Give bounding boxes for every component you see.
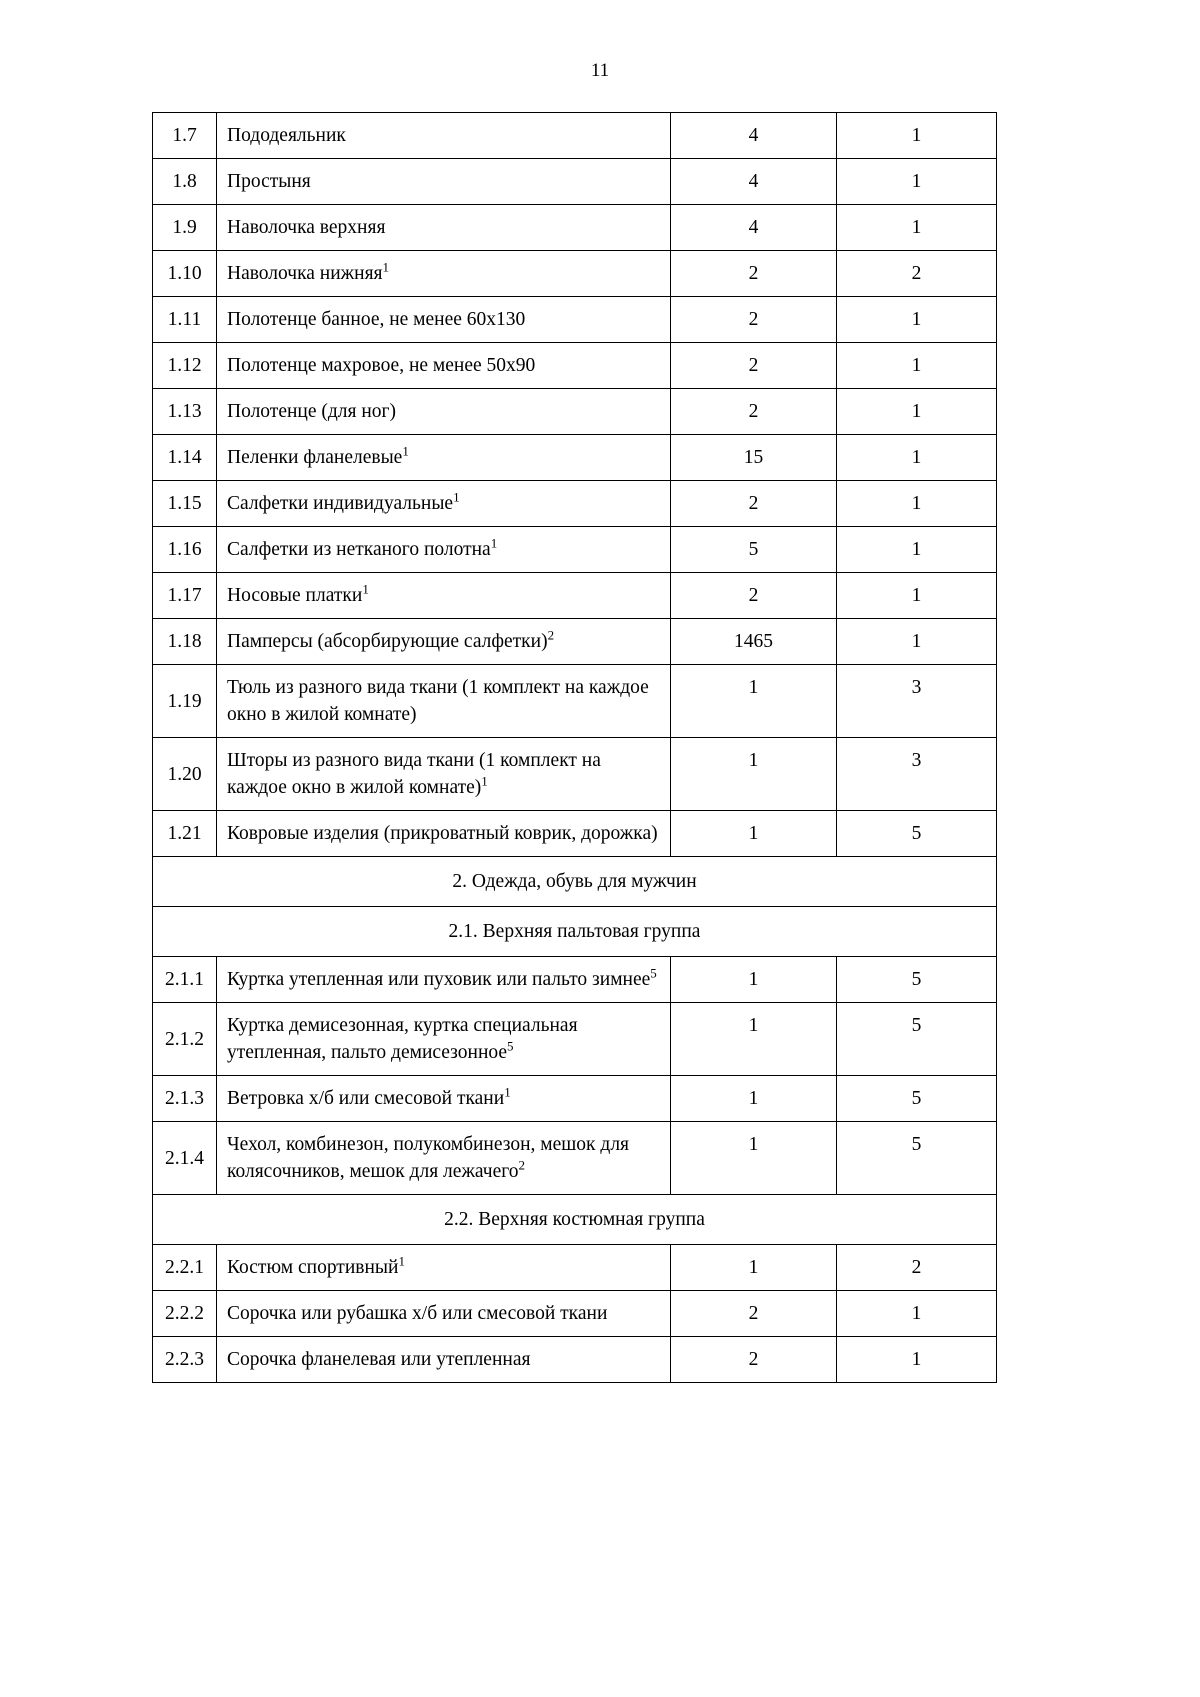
quantity-value: 4 [671,159,837,205]
item-name: Ковровые изделия (прикроватный коврик, дорожка) [217,811,671,857]
row-number: 1.11 [153,297,217,343]
table-row [153,1122,997,1195]
table-row [153,113,997,159]
period-value: 1 [837,159,997,205]
footnote-ref: 2 [547,627,555,643]
section-label: 2.1. Верхняя пальтовая группа [153,907,997,957]
quantity-value: 2 [671,297,837,343]
section-row [153,857,997,907]
item-name: Чехол, комбинезон, полукомбинезон, мешок для колясочников, мешок для лежачего$^2$ [217,1122,671,1195]
row-number: 1.17 [153,573,217,619]
period-value: 1 [837,1337,997,1383]
period-value: 1 [837,481,997,527]
footnote-ref: 1 [504,1084,511,1100]
item-name: Простыня [217,159,671,205]
row-number: 2.1.4 [153,1122,217,1195]
table-row [153,665,997,738]
table-row [153,738,997,811]
quantity-value: 5 [671,527,837,573]
row-number: 2.1.2 [153,1003,217,1076]
item-name: Шторы из разного вида ткани (1 комплект на каждое окно в жилой комнате)$^1$ [217,738,671,811]
section-row [153,907,997,957]
table-row [153,481,997,527]
quantity-value: 4 [671,113,837,159]
item-name: Салфетки из нетканого полотна$^1$ [217,527,671,573]
quantity-value: 4 [671,205,837,251]
quantity-value: 1465 [671,619,837,665]
period-value: 2 [837,251,997,297]
table-row [153,1003,997,1076]
row-number: 1.21 [153,811,217,857]
footnote-ref: 1 [402,443,409,459]
section-label: 2.2. Верхняя костюмная группа [153,1195,997,1245]
item-name: Куртка демисезонная, куртка специальная утепленная, пальто демисезонное$^5$ [217,1003,671,1076]
period-value: 1 [837,573,997,619]
period-value: 5 [837,1076,997,1122]
table-row [153,811,997,857]
item-name: Ветровка х/б или смесовой ткани$^1$ [217,1076,671,1122]
quantity-value: 1 [671,1003,837,1076]
period-value: 1 [837,1291,997,1337]
footnote-ref: 2 [518,1157,526,1173]
table-row [153,205,997,251]
quantity-value: 2 [671,481,837,527]
item-name: Костюм спортивный$^1$ [217,1245,671,1291]
quantity-value: 2 [671,389,837,435]
footnote-ref: 1 [481,773,488,789]
item-name: Пододеяльник [217,113,671,159]
row-number: 1.16 [153,527,217,573]
table-row [153,435,997,481]
period-value: 1 [837,527,997,573]
page-number: 11 [590,60,610,81]
table-row [153,297,997,343]
period-value: 1 [837,619,997,665]
quantity-value: 1 [671,957,837,1003]
item-name: Наволочка нижняя$^1$ [217,251,671,297]
table-body [153,113,997,1383]
item-name: Полотенце (для ног) [217,389,671,435]
period-value: 1 [837,205,997,251]
footnote-ref: 1 [490,535,498,551]
table-row [153,957,997,1003]
table-row [153,619,997,665]
period-value: 5 [837,811,997,857]
footnote-ref: 1 [382,259,390,275]
period-value: 5 [837,1003,997,1076]
item-name: Сорочка или рубашка х/б или смесовой ткани [217,1291,671,1337]
period-value: 3 [837,665,997,738]
row-number: 1.13 [153,389,217,435]
item-name: Сорочка фланелевая или утепленная [217,1337,671,1383]
table-row [153,1245,997,1291]
quantity-value: 1 [671,1245,837,1291]
section-label: 2. Одежда, обувь для мужчин [153,857,997,907]
item-name: Полотенце банное, не менее 60х130 [217,297,671,343]
quantity-value: 2 [671,573,837,619]
quantity-value: 1 [671,665,837,738]
item-name: Полотенце махровое, не менее 50х90 [217,343,671,389]
row-number: 1.10 [153,251,217,297]
row-number: 2.2.2 [153,1291,217,1337]
row-number: 2.1.3 [153,1076,217,1122]
row-number: 1.15 [153,481,217,527]
items-table [152,112,997,1383]
footnote-ref: 5 [650,965,657,981]
period-value: 1 [837,435,997,481]
period-value: 1 [837,389,997,435]
item-name: Тюль из разного вида ткани (1 комплект на каждое окно в жилой комнате) [217,665,671,738]
table-row [153,343,997,389]
quantity-value: 15 [671,435,837,481]
period-value: 1 [837,113,997,159]
row-number: 1.19 [153,665,217,738]
footnote-ref: 1 [453,489,460,505]
item-name: Наволочка верхняя [217,205,671,251]
table-row [153,1337,997,1383]
quantity-value: 1 [671,1122,837,1195]
row-number: 1.7 [153,113,217,159]
quantity-value: 1 [671,738,837,811]
item-name: Куртка утепленная или пуховик или пальто зимнее$^5$ [217,957,671,1003]
section-row [153,1195,997,1245]
row-number: 1.8 [153,159,217,205]
row-number: 1.14 [153,435,217,481]
quantity-value: 2 [671,1291,837,1337]
table-row [153,1076,997,1122]
period-value: 1 [837,297,997,343]
row-number: 1.20 [153,738,217,811]
period-value: 5 [837,957,997,1003]
table-row [153,527,997,573]
period-value: 3 [837,738,997,811]
period-value: 1 [837,343,997,389]
row-number: 2.2.3 [153,1337,217,1383]
item-name: Салфетки индивидуальные$^1$ [217,481,671,527]
row-number: 1.9 [153,205,217,251]
table-row [153,251,997,297]
period-value: 2 [837,1245,997,1291]
footnote-ref: 1 [362,581,369,597]
row-number: 2.2.1 [153,1245,217,1291]
item-name: Носовые платки$^1$ [217,573,671,619]
item-name: Пеленки фланелевые$^1$ [217,435,671,481]
table-row [153,573,997,619]
item-name: Памперсы (абсорбирующие салфетки)$^2$ [217,619,671,665]
quantity-value: 2 [671,343,837,389]
period-value: 5 [837,1122,997,1195]
row-number: 1.12 [153,343,217,389]
footnote-ref: 5 [507,1038,514,1054]
row-number: 2.1.1 [153,957,217,1003]
quantity-value: 2 [671,251,837,297]
quantity-value: 1 [671,1076,837,1122]
row-number: 1.18 [153,619,217,665]
table-row [153,389,997,435]
table-row [153,159,997,205]
quantity-value: 2 [671,1337,837,1383]
footnote-ref: 1 [398,1253,405,1269]
quantity-value: 1 [671,811,837,857]
table-row [153,1291,997,1337]
